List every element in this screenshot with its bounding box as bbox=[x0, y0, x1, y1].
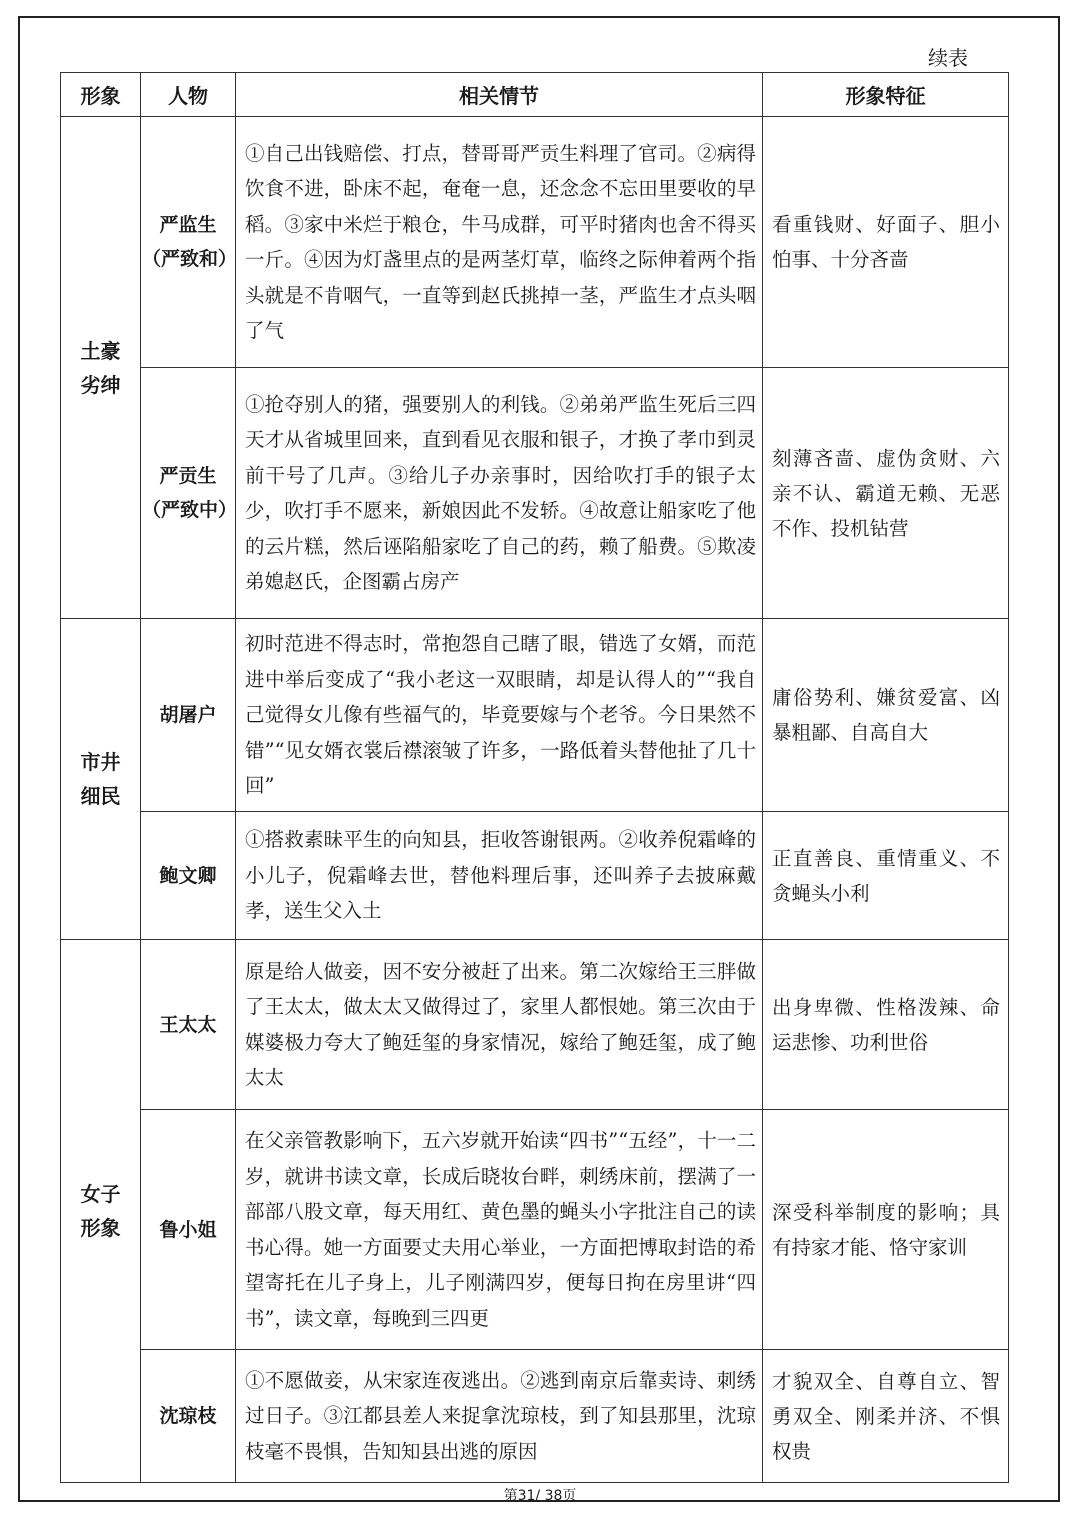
person-cell: 王太太 bbox=[141, 940, 236, 1110]
traits-cell: 刻薄吝啬、虚伪贪财、六亲不认、霸道无赖、无恶不作、投机钻营 bbox=[763, 368, 1009, 619]
table-row bbox=[61, 940, 1009, 1110]
traits-cell: 看重钱财、好面子、胆小怕事、十分吝啬 bbox=[763, 117, 1009, 368]
table-row bbox=[61, 1350, 1009, 1483]
plot-cell: ①自己出钱赔偿、打点，替哥哥严贡生料理了官司。②病得饮食不进，卧床不起，奄奄一息，还念念不忘田里要收的早稻。③家中米烂于粮仓，牛马成群，可平时猪肉也舍不得买一斤。④因为灯盏里点的是两茎灯草，临终之际伸着两个指头就是不肯咽气，一直等到赵氏挑掉一茎，严监生才点头咽了气 bbox=[236, 117, 763, 368]
plot-cell: 初时范进不得志时，常抱怨自己瞎了眼，错选了女婿，而范进中举后变成了“我小老这一双眼睛，却是认得人的”“我自己觉得女儿像有些福气的，毕竟要嫁与个老爷。今日果然不错”“见女婿衣裳后襟滚皱了许多，一路低着头替他扯了几十回” bbox=[236, 619, 763, 812]
person-cell: 鲍文卿 bbox=[141, 812, 236, 940]
table-row bbox=[61, 812, 1009, 940]
person-cell: 严监生 （严致和） bbox=[141, 117, 236, 368]
traits-cell: 才貌双全、自尊自立、智勇双全、刚柔并济、不惧权贵 bbox=[763, 1350, 1009, 1483]
traits-cell: 庸俗势利、嫌贫爱富、凶暴粗鄙、自高自大 bbox=[763, 619, 1009, 812]
person-cell: 沈琼枝 bbox=[141, 1350, 236, 1483]
category-cell: 市井 细民 bbox=[61, 619, 141, 940]
header-image: 形象 bbox=[61, 73, 141, 117]
table-row bbox=[61, 1110, 1009, 1350]
category-cell: 土豪 劣绅 bbox=[61, 117, 141, 619]
traits-cell: 正直善良、重情重义、不贪蝇头小利 bbox=[763, 812, 1009, 940]
header-plot: 相关情节 bbox=[236, 73, 763, 117]
person-cell: 胡屠户 bbox=[141, 619, 236, 812]
table-row bbox=[61, 368, 1009, 619]
person-cell: 严贡生 （严致中） bbox=[141, 368, 236, 619]
category-cell: 女子 形象 bbox=[61, 940, 141, 1483]
traits-cell: 出身卑微、性格泼辣、命运悲惨、功利世俗 bbox=[763, 940, 1009, 1110]
plot-cell: ①不愿做妾，从宋家连夜逃出。②逃到南京后靠卖诗、刺绣过日子。③江都县差人来捉拿沈琼枝，到了知县那里，沈琼枝毫不畏惧，告知知县出逃的原因 bbox=[236, 1350, 763, 1483]
header-traits: 形象特征 bbox=[763, 73, 1009, 117]
traits-cell: 深受科举制度的影响；具有持家才能、恪守家训 bbox=[763, 1110, 1009, 1350]
header-row bbox=[61, 73, 1009, 117]
plot-cell: 原是给人做妾，因不安分被赶了出来。第二次嫁给王三胖做了王太太，做太太又做得过了，家里人都恨她。第三次由于媒婆极力夸大了鲍廷玺的身家情况，嫁给了鲍廷玺，成了鲍太太 bbox=[236, 940, 763, 1110]
plot-cell: ①搭救素昧平生的向知县，拒收答谢银两。②收养倪霜峰的小儿子，倪霜峰去世，替他料理后事，还叫养子去披麻戴孝，送生父入土 bbox=[236, 812, 763, 940]
table-row bbox=[61, 619, 1009, 812]
page-number: 第31/ 38页 bbox=[503, 1488, 577, 1504]
person-cell: 鲁小姐 bbox=[141, 1110, 236, 1350]
table-row bbox=[61, 117, 1009, 368]
plot-cell: 在父亲管教影响下，五六岁就开始读“四书”“五经”，十一二岁，就讲书读文章，长成后晓妆台畔，刺绣床前，摆满了一部部八股文章，每天用红、黄色墨的蝇头小字批注自己的读书心得。她一方面要丈夫用心举业，一方面把博取封诰的希望寄托在儿子身上，儿子刚满四岁，便每日拘在房里讲“四书”，读文章，每晚到三四更 bbox=[236, 1110, 763, 1350]
header-person: 人物 bbox=[141, 73, 236, 117]
plot-cell: ①抢夺别人的猪，强要别人的利钱。②弟弟严监生死后三四天才从省城里回来，直到看见衣服和银子，才换了孝巾到灵前干号了几声。③给儿子办亲事时，因给吹打手的银子太少，吹打手不愿来，新娘因此不发轿。④故意让船家吃了他的云片糕，然后诬陷船家吃了自己的药，赖了船费。⑤欺凌弟媳赵氏，企图霸占房产 bbox=[236, 368, 763, 619]
character-table bbox=[60, 72, 1009, 1483]
continued-label: 续表 bbox=[928, 46, 968, 70]
